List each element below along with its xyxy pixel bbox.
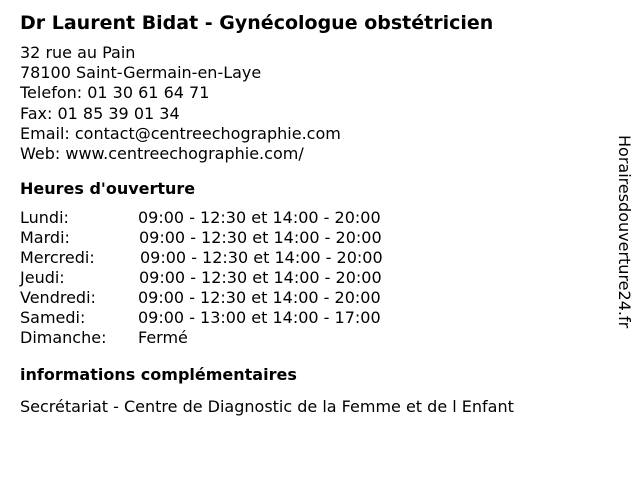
city-address: 78100 Saint-Germain-en-Laye: [20, 63, 262, 83]
website-url: Web: www.centreechographie.com/: [20, 144, 304, 164]
time-range: 09:00 - 12:30 et 14:00 - 20:00: [138, 288, 381, 308]
day-label: Mardi:: [20, 228, 70, 248]
day-label: Mercredi:: [20, 248, 95, 268]
hours-row-saturday: [20, 308, 600, 328]
business-card: [20, 11, 600, 417]
hours-row-sunday: [20, 328, 600, 348]
hours-row-wednesday: [20, 248, 600, 268]
day-label: Dimanche:: [20, 328, 107, 348]
additional-info-text: Secrétariat - Centre de Diagnostic de la Femme et de l Enfant: [20, 397, 514, 417]
street-address: 32 rue au Pain: [20, 43, 136, 62]
day-label: Vendredi:: [20, 288, 96, 308]
hours-row-monday: [20, 208, 600, 228]
opening-hours-heading: Heures d'ouverture: [20, 179, 196, 199]
time-range: 09:00 - 13:00 et 14:00 - 17:00: [138, 308, 381, 328]
time-range: 09:00 - 12:30 et 14:00 - 20:00: [139, 228, 382, 248]
hours-row-tuesday: [20, 228, 600, 248]
hours-row-thursday: [20, 268, 600, 288]
day-label: Lundi:: [20, 208, 69, 228]
time-range: Fermé: [138, 328, 188, 348]
hours-row-friday: [20, 288, 600, 308]
contact-block: [20, 43, 600, 164]
phone-number: Telefon: 01 30 61 64 71: [20, 83, 210, 103]
page-title: Dr Laurent Bidat - Gynécologue obstétricien: [20, 12, 494, 34]
additional-info-heading: informations complémentaires: [20, 365, 297, 385]
opening-hours-table: [20, 208, 600, 348]
watermark-site-label: Horairesdouverture24.fr: [615, 135, 634, 329]
email-address: Email: contact@centreechographie.com: [20, 123, 341, 143]
fax-number: Fax: 01 85 39 01 34: [20, 103, 180, 123]
time-range: 09:00 - 12:30 et 14:00 - 20:00: [140, 248, 383, 268]
day-label: Samedi:: [20, 308, 86, 328]
time-range: 09:00 - 12:30 et 14:00 - 20:00: [138, 208, 381, 228]
time-range: 09:00 - 12:30 et 14:00 - 20:00: [139, 268, 382, 288]
day-label: Jeudi:: [20, 268, 65, 288]
